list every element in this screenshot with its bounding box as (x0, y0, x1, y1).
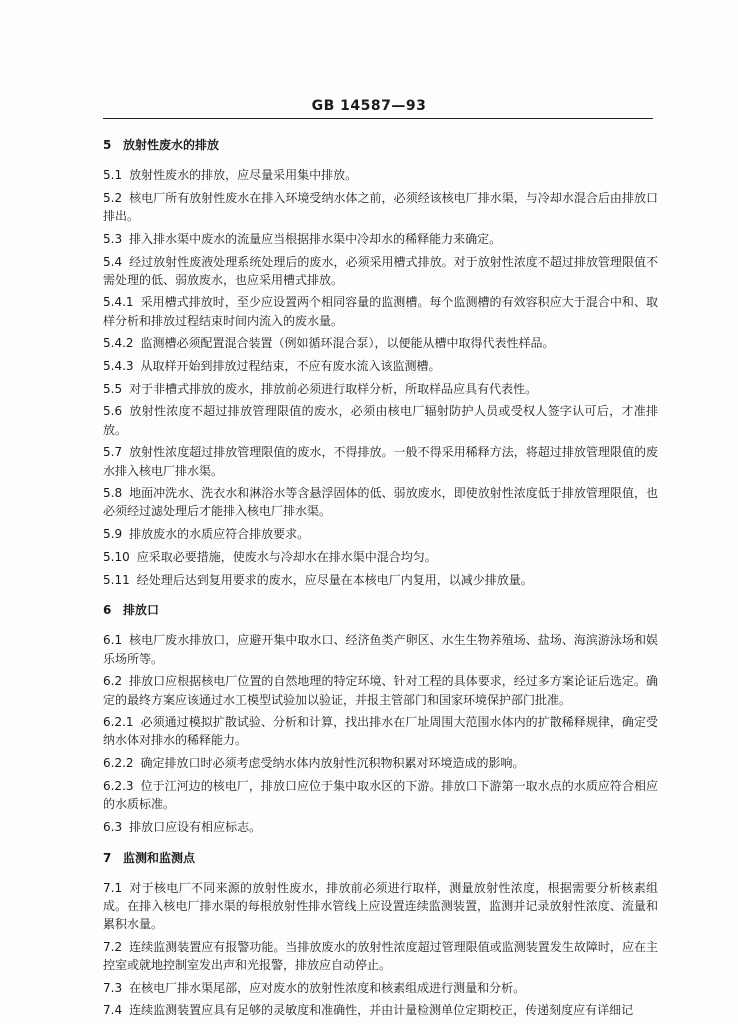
clause-number: 6.2.2 (103, 756, 134, 771)
clause-text: 在核电厂排水渠尾部，应对废水的放射性浓度和核素组成进行测量和分析。 (129, 980, 526, 995)
clause-paragraph (103, 713, 658, 749)
section-heading (103, 136, 658, 154)
section-gap (103, 841, 658, 849)
clause-number: 5.4.2 (103, 336, 134, 351)
clause-text: 经处理后达到复用要求的废水，应尽量在本核电厂内复用，以减少排放量。 (136, 572, 533, 587)
clause-paragraph (103, 879, 658, 934)
clause-number: 5.2 (103, 190, 123, 205)
clause-number: 5.7 (103, 445, 123, 460)
clause-paragraph (103, 380, 658, 398)
section-number: 5 (103, 138, 112, 152)
clause-paragraph (103, 818, 658, 836)
clause-number: 7.1 (103, 880, 123, 895)
clause-text: 排放口应根据核电厂位置的自然地理的特定环境、针对工程的具体要求，经过多方案论证后选定。确定的最终方案应该通过水工模型试验加以验证，并报主管部门和国家环境保护部门批准。 (103, 674, 658, 707)
document-body (103, 136, 658, 1024)
section-title: 放射性废水的排放 (123, 138, 220, 152)
clause-number: 7.4 (103, 1003, 123, 1018)
section-title: 排放口 (123, 603, 160, 618)
clause-text: 地面冲洗水、洗衣水和淋浴水等含悬浮固体的低、弱放废水，即使放射性浓度低于排放管理限值，也必须经过滤处理后才能排入核电厂排水渠。 (103, 486, 658, 519)
clause-text: 连续监测装置应具有足够的灵敏度和准确性，并由计量检测单位定期校正，传递刻度应有详细记 (129, 1003, 634, 1018)
clause-number: 5.3 (103, 231, 123, 246)
clause-number: 5.10 (103, 549, 130, 564)
clause-paragraph (103, 548, 658, 566)
clause-number: 5.9 (103, 527, 123, 542)
clause-number: 6.2.1 (103, 715, 134, 730)
clause-paragraph (103, 253, 658, 289)
clause-number: 7.2 (103, 939, 123, 954)
clause-paragraph (103, 979, 658, 997)
clause-number: 5.4.1 (103, 295, 134, 310)
clause-paragraph (103, 402, 658, 438)
clause-text: 必须通过模拟扩散试验、分析和计算，找出排水在厂址周围大范围水体内的扩散稀释规律，确定受纳水体对排水的稀释能力。 (103, 715, 658, 748)
clause-paragraph (103, 631, 658, 667)
clause-paragraph (103, 525, 658, 543)
clause-text: 位于江河边的核电厂，排放口应位于集中取水区的下游。排放口下游第一取水点的水质应符合相应的水质标准。 (103, 778, 658, 812)
clause-paragraph (103, 777, 658, 813)
clause-text: 从取样开始到排放过程结束，不应有废水流入该监测槽。 (140, 359, 441, 374)
clause-text: 核电厂废水排放口，应避开集中取水口、经济鱼类产卵区、水生生物养殖场、盐场、海滨游泳场和娱乐场所等。 (103, 633, 658, 666)
clause-text: 放射性废水的排放，应尽量采用集中排放。 (129, 168, 358, 183)
clause-paragraph (103, 357, 658, 375)
clause-number: 5.1 (103, 168, 123, 183)
header-rule (103, 118, 653, 119)
section-number: 6 (103, 603, 112, 618)
clause-paragraph (103, 166, 658, 184)
standard-code-header: GB 14587—93 (311, 98, 427, 114)
clause-text: 排放口应设有相应标志。 (129, 819, 262, 834)
section-heading (103, 601, 658, 619)
clause-number: 5.6 (103, 404, 123, 419)
clause-text: 核电厂所有放射性废水在排入环境受纳水体之前，必须经该核电厂排水渠，与冷却水混合后由排放口排出。 (103, 190, 658, 224)
clause-text: 对于核电厂不同来源的放射性废水，排放前必须进行取样，测量放射性浓度，根据需要分析核素组成。在排入核电厂排水渠的每根放射性排水管线上应设置连续监测装置，监测并记录放射性浓度、流量和累积水量。 (103, 880, 658, 932)
clause-text: 采用槽式排放时，至少应设置两个相同容量的监测槽。每个监测槽的有效容积应大于混合中和、取样分析和排放过程结束时间内流入的废水量。 (103, 295, 658, 328)
clause-number: 6.1 (103, 633, 123, 648)
clause-paragraph (103, 293, 658, 329)
clause-text: 经过放射性废液处理系统处理后的废水，必须采用槽式排放。对于放射性浓度不超过排放管理限值不需处理的低、弱放废水，也应采用槽式排放。 (103, 254, 658, 287)
clause-text: 对于非槽式排放的废水，排放前必须进行取样分析，所取样品应具有代表性。 (129, 381, 538, 396)
clause-number: 5.4 (103, 254, 123, 269)
section-number: 7 (103, 850, 112, 865)
clause-text: 放射性浓度不超过排放管理限值的废水，必须由核电厂辐射防护人员或受权人签字认可后，才准排放。 (103, 404, 658, 437)
clause-text: 排入排水渠中废水的流量应当根据排水渠中冷却水的稀释能力来确定。 (129, 231, 502, 246)
clause-paragraph (103, 1001, 658, 1019)
clause-number: 6.3 (103, 819, 123, 834)
clause-text: 连续监测装置应有报警功能。当排放废水的放射性浓度超过管理限值或监测装置发生故障时，应在主控室或就地控制室发出声和光报警，排放应自动停止。 (103, 939, 658, 973)
clause-text: 放射性浓度超过排放管理限值的废水，不得排放。一般不得采用稀释方法，将超过排放管理限值的废水排入核电厂排水渠。 (103, 445, 658, 478)
section-gap (103, 593, 658, 601)
section-title: 监测和监测点 (123, 850, 196, 865)
clause-number: 5.8 (103, 486, 123, 501)
clause-text: 监测槽必须配置混合装置（例如循环混合泵），以便能从槽中取得代表性样品。 (140, 336, 555, 351)
clause-number: 6.2 (103, 674, 123, 689)
clause-paragraph (103, 754, 658, 772)
section-heading (103, 849, 658, 867)
clause-number: 5.5 (103, 381, 123, 396)
clause-paragraph (103, 484, 658, 520)
clause-number: 5.11 (103, 572, 130, 587)
clause-paragraph (103, 571, 658, 589)
clause-number: 7.3 (103, 980, 123, 995)
clause-number: 6.2.3 (103, 778, 134, 793)
clause-paragraph (103, 334, 658, 352)
clause-paragraph (103, 672, 658, 708)
clause-paragraph (103, 230, 658, 248)
clause-paragraph (103, 938, 658, 974)
clause-text: 排放废水的水质应符合排放要求。 (129, 527, 310, 542)
clause-paragraph (103, 189, 658, 225)
clause-paragraph (103, 443, 658, 479)
clause-number: 5.4.3 (103, 359, 134, 374)
clause-text: 应采取必要措施，使废水与冷却水在排水渠中混合均匀。 (136, 549, 437, 564)
clause-text: 确定排放口时必须考虑受纳水体内放射性沉积物积累对环境造成的影响。 (140, 756, 525, 771)
